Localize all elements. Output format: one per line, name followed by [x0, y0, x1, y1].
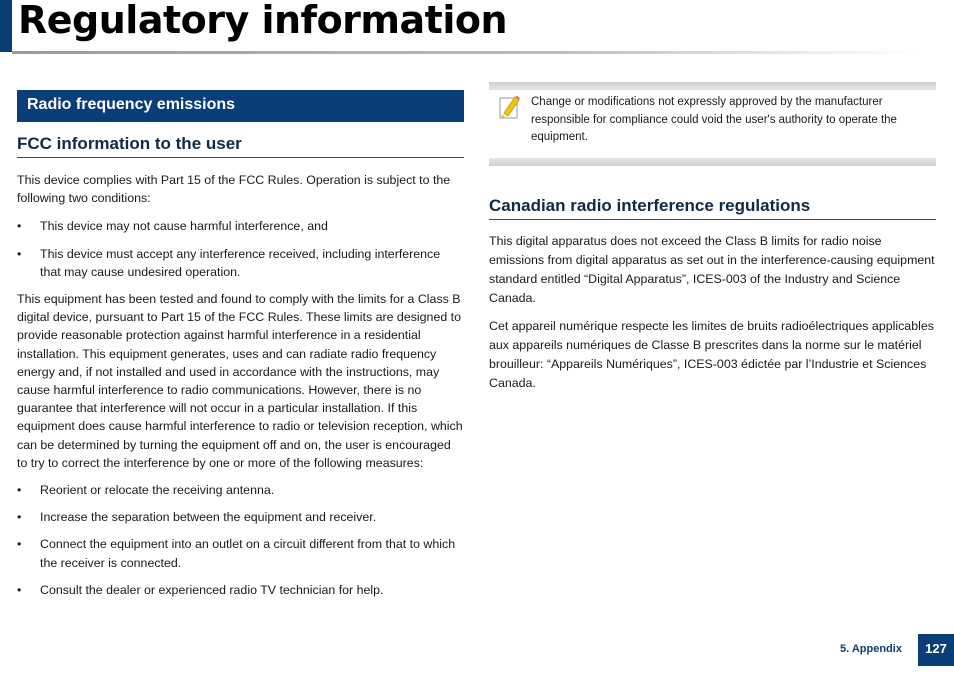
list-item	[17, 217, 464, 235]
note-box	[489, 82, 936, 166]
bullet-glyph: •	[17, 510, 22, 525]
measure-text: Reorient or relocate the receiving antenna.	[40, 483, 275, 498]
list-item	[17, 508, 464, 526]
condition-text: This device may not cause harmful interference, and	[40, 219, 328, 234]
bullet-glyph: •	[17, 537, 22, 552]
canada-heading: Canadian radio interference regulations	[489, 196, 936, 220]
measure-text: Connect the equipment into an outlet on a circuit different from that to which the receiver is connected.	[40, 537, 456, 570]
bullet-glyph: •	[17, 246, 22, 261]
list-item	[17, 481, 464, 499]
right-column	[489, 82, 936, 393]
note-text: Change or modifications not expressly approved by the manufacturer responsible for compliance could void the user's authority to operate the equipment.	[531, 96, 897, 143]
canada-french-text: Cet appareil numérique respecte les limites de bruits radioélectriques applicables aux appareils numériques de Classe B prescrites dans la norme sur le matériel brouilleur: “Appareils Numériques”, ICES-003 édictée par l’Industrie et Sciences Canada.	[489, 319, 934, 390]
note-bottom-bar	[489, 158, 936, 166]
note-pencil-icon	[498, 94, 522, 120]
measure-text: Consult the dealer or experienced radio TV technician for help.	[40, 582, 384, 597]
conditions-list	[17, 217, 464, 281]
page-number: 127	[918, 634, 954, 666]
footer-section-label: 5. Appendix	[840, 643, 902, 655]
fcc-intro: This device complies with Part 15 of the FCC Rules. Operation is subject to the following two conditions:	[17, 173, 451, 206]
page-title: Regulatory information	[18, 0, 508, 42]
condition-text: This device must accept any interference received, including interference that may cause undesired operation.	[40, 246, 441, 279]
list-item	[17, 581, 464, 599]
bullet-glyph: •	[17, 483, 22, 498]
fcc-body: This equipment has been tested and found to comply with the limits for a Class B digital device, pursuant to Part 15 of the FCC Rules. These limits are designed to provide reasonable protection against harmful interference in a residential installation. This equipment generates, uses and can radiate radio frequency energy and, if not installed and used in accordance with the instructions, may cause harmful interference to radio communications. However, there is no guarantee that interference will not occur in a particular installation. If this equipment does cause harmful interference to radio or television reception, which can be determined by turning the equipment off and on, the user is encouraged to try to correct the interference by one or more of the following measures:	[17, 292, 463, 470]
fcc-heading: FCC information to the user	[17, 134, 464, 158]
bullet-glyph: •	[17, 219, 22, 234]
measures-list	[17, 481, 464, 599]
title-divider	[12, 51, 917, 54]
note-top-bar	[489, 82, 936, 90]
bullet-glyph: •	[17, 582, 22, 597]
list-item	[17, 245, 464, 281]
list-item	[17, 535, 464, 571]
section-banner: Radio frequency emissions	[17, 90, 464, 122]
measure-text: Increase the separation between the equipment and receiver.	[40, 510, 377, 525]
left-column	[17, 90, 464, 599]
canada-english-text: This digital apparatus does not exceed the Class B limits for radio noise emissions from digital apparatus as set out in the interference-causing equipment standard entitled “Digital Apparatus”, ICES-003 of the Industry and Science Canada.	[489, 234, 935, 305]
header-accent-bar	[0, 0, 12, 52]
